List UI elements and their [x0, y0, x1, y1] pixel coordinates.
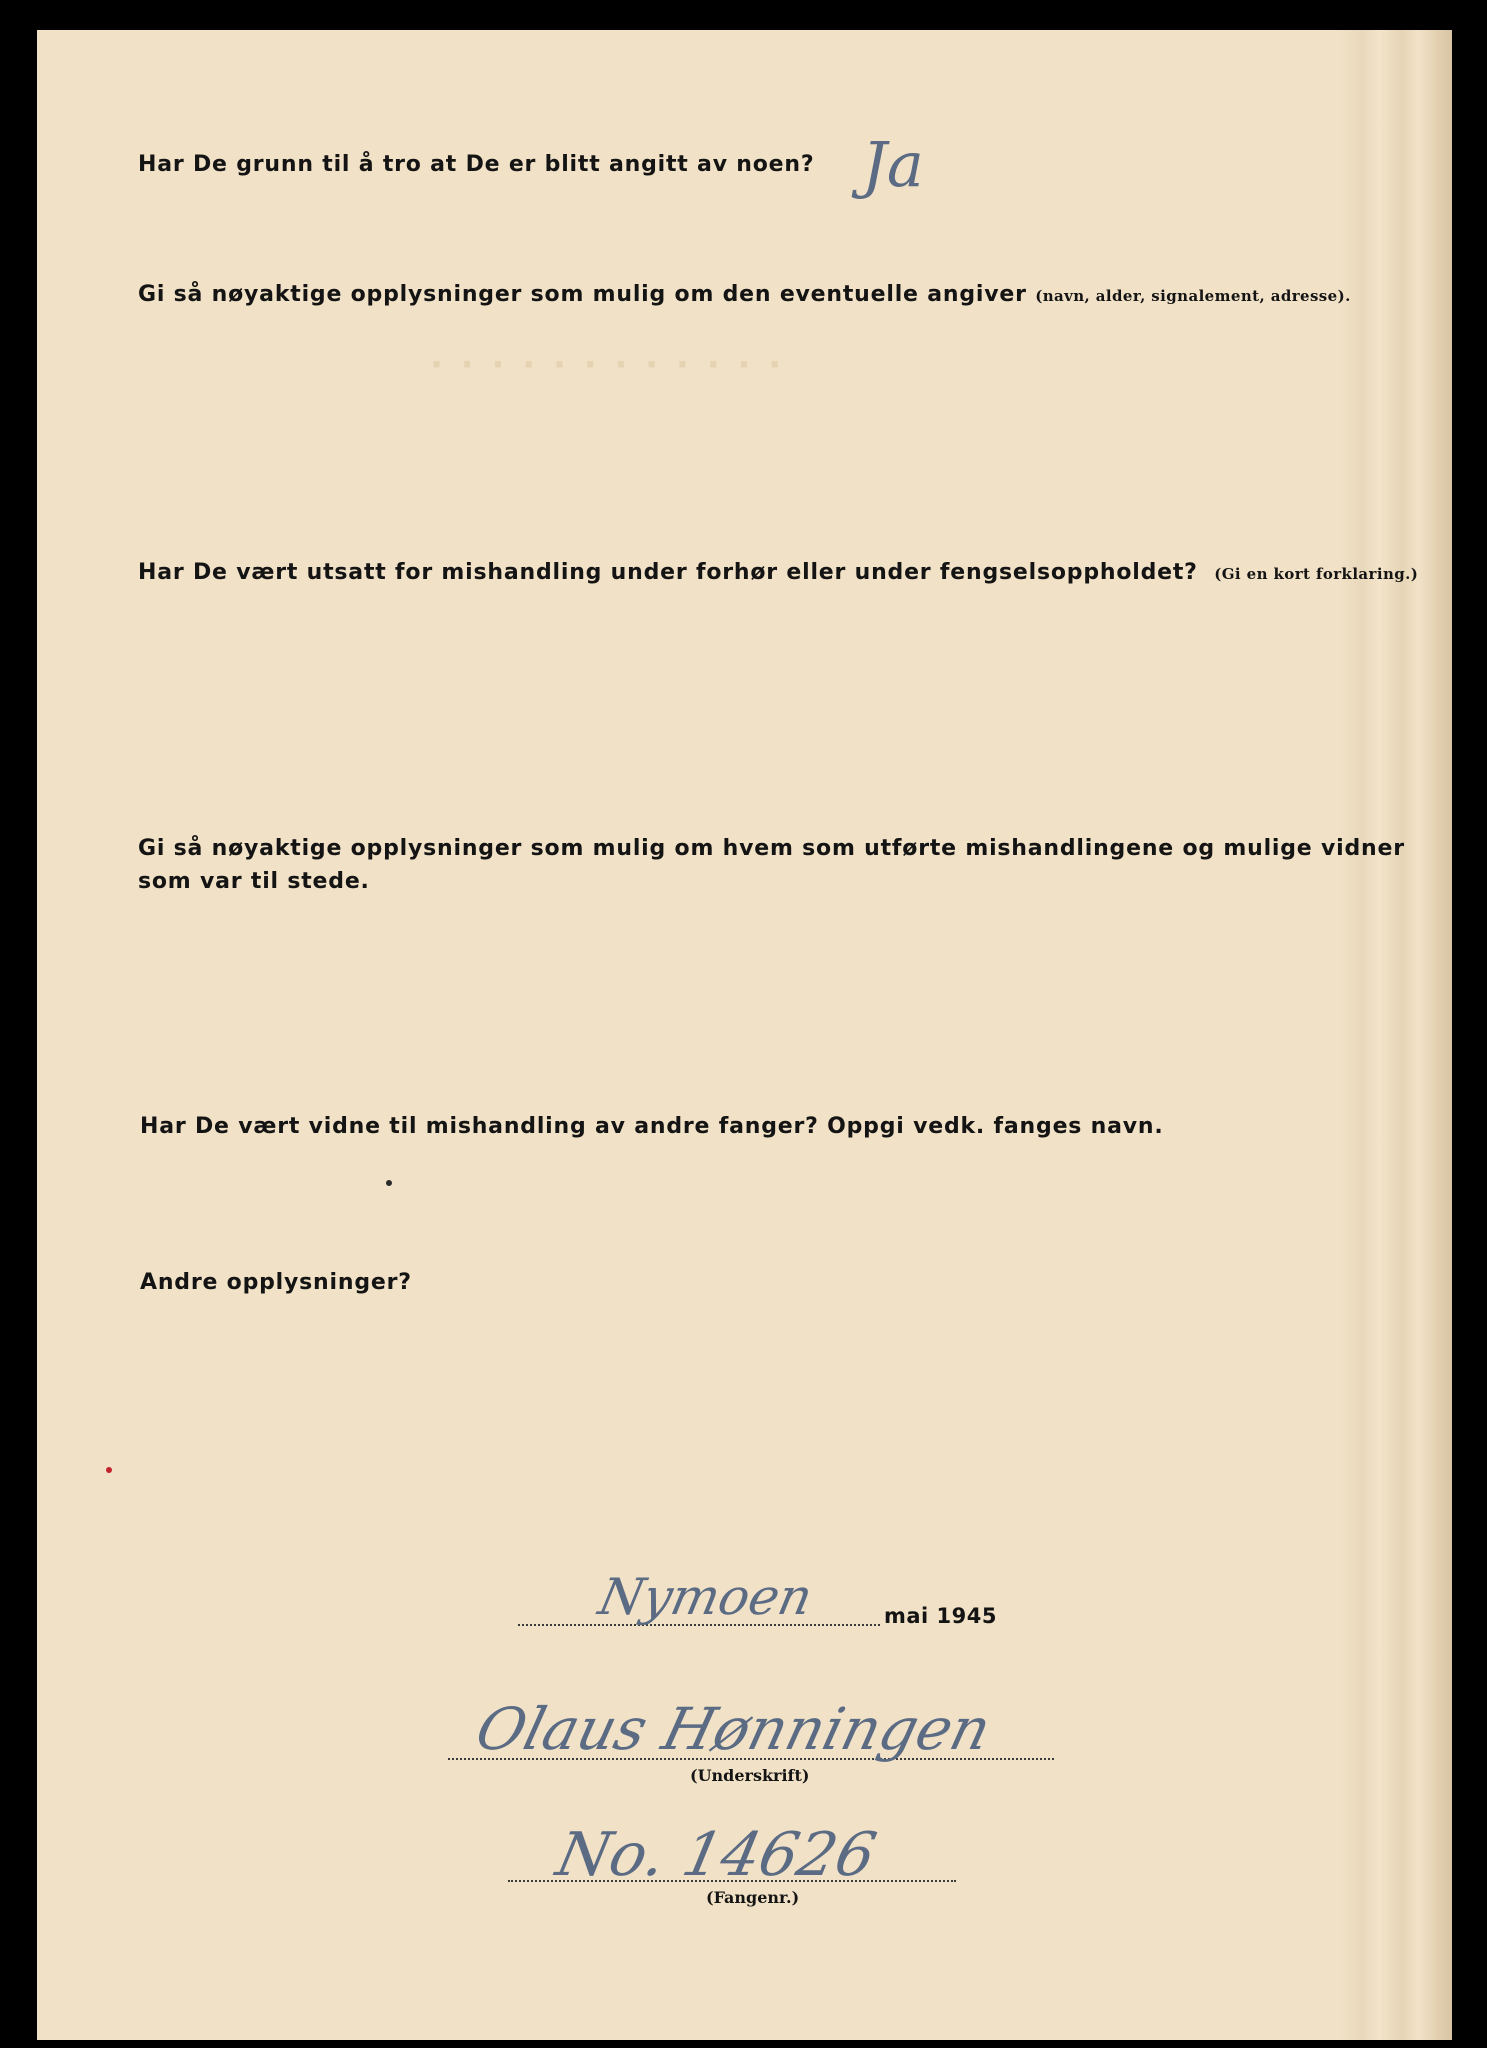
- question-utforte-line2: som var til stede.: [138, 869, 370, 894]
- bleed-through-text: · · · · · · · · · · · ·: [430, 345, 785, 385]
- question-andre: Andre opplysninger?: [140, 1270, 412, 1295]
- date-handwritten: Nymoen: [593, 1568, 818, 1626]
- prisoner-number-handwritten: No. 14626: [550, 1820, 883, 1890]
- question-vidne: Har De vært vidne til mishandling av andre fanger? Oppgi vedk. fanges navn.: [140, 1114, 1164, 1139]
- question-angitt: Har De grunn til å tro at De er blitt angitt av noen?: [138, 152, 815, 177]
- question-utforte-line1: Gi så nøyaktige opplysninger som mulig om hvem som utførte mishandlingene og mulige vidner: [138, 836, 1405, 861]
- signature-label: (Underskrift): [690, 1766, 810, 1785]
- red-mark: [106, 1467, 112, 1473]
- answer-ja-handwritten: Ja: [862, 128, 924, 201]
- question-angiver-note: (navn, alder, signalement, adresse).: [1035, 287, 1351, 305]
- question-mishandling-note: (Gi en kort forklaring.): [1214, 565, 1419, 583]
- question-mishandling: [138, 560, 1418, 585]
- ink-dot: [386, 1180, 392, 1186]
- date-suffix: mai 1945: [884, 1604, 998, 1628]
- question-angiver: [138, 282, 1351, 307]
- question-angiver-text: Gi så nøyaktige opplysninger som mulig om den eventuelle angiver: [138, 282, 1027, 307]
- signature-handwritten: Olaus Hønningen: [469, 1695, 998, 1763]
- question-mishandling-text: Har De vært utsatt for mishandling under forhør eller under fengselsoppholdet?: [138, 560, 1198, 585]
- prisoner-number-label: (Fangenr.): [706, 1888, 800, 1907]
- paper-edge: [1340, 30, 1452, 2040]
